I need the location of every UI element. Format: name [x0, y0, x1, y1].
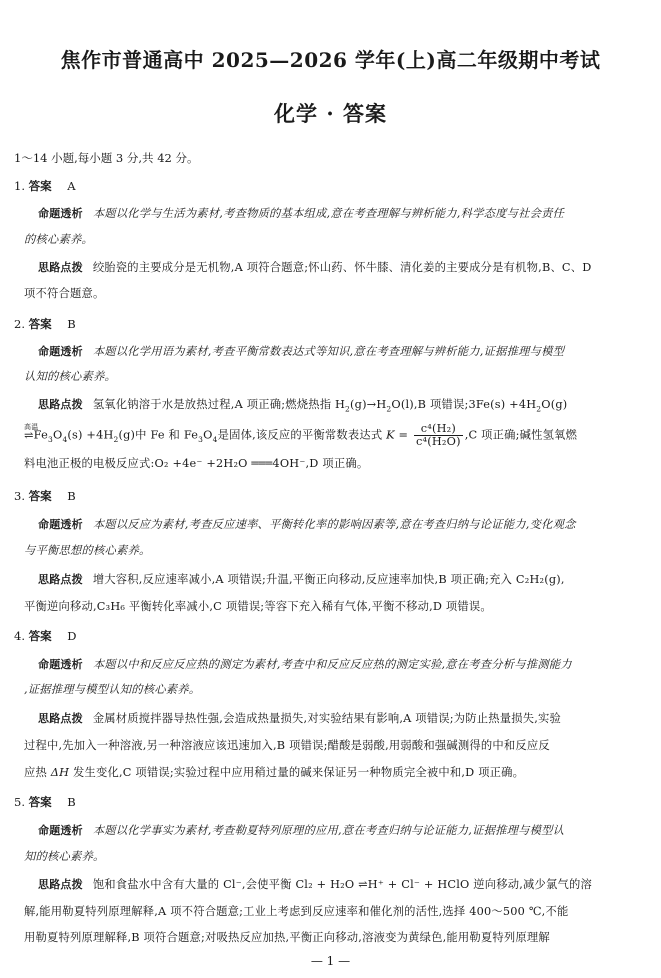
question-3-guide-cont: 平衡逆向移动,C₃H₆ 平衡转化率减小,C 项错误;等容下充入稀有气体,平衡不移动,D 项错误。 — [24, 600, 492, 613]
question-5-guide-cont2: 用勒夏特列原理解释,B 项符合题意;对吸热反应加热,平衡正向移动,溶液变为黄绿色,能用勒夏特列原理解 — [24, 931, 550, 944]
question-4-guide — [38, 710, 561, 726]
question-number: 1. — [14, 179, 25, 193]
guide-text: (g)→H — [350, 398, 387, 411]
question-5-answer — [14, 794, 76, 810]
answer-value: B — [67, 795, 76, 809]
question-number: 2. — [14, 317, 25, 331]
question-1-analysis — [38, 205, 564, 221]
question-2-guide-cont2: 料电池正极的电极反应式:O₂ +4e⁻ +2H₂O ═══4OH⁻,D 项正确。 — [24, 457, 369, 470]
question-4-answer — [14, 628, 77, 644]
answer-value: B — [67, 317, 76, 331]
guide-text: 氢氧化钠溶于水是放热过程,A 项正确;燃烧热指 H — [92, 398, 346, 411]
analysis-label: 命题透析 — [38, 824, 83, 837]
reaction-arrow: 高温 ⇌ — [24, 422, 39, 442]
guide-label: 思路点拨 — [38, 573, 83, 586]
question-4-analysis-cont: ,证据推理与模型认知的核心素养。 — [24, 683, 201, 696]
answer-label: 答案 — [28, 795, 52, 809]
question-2-answer — [14, 316, 76, 332]
answer-value: D — [67, 629, 77, 643]
question-4-analysis — [38, 656, 572, 672]
question-5-analysis — [38, 822, 564, 838]
question-2-analysis — [38, 343, 564, 359]
guide-text: Fe — [33, 428, 48, 442]
page-number: — 1 — — [310, 954, 351, 968]
guide-text: O — [203, 428, 213, 442]
enthalpy-symbol: ΔH — [50, 766, 70, 779]
guide-label: 思路点拨 — [38, 398, 83, 411]
answer-label: 答案 — [28, 317, 52, 331]
guide-text: 是固体,该反应的平衡常数表达式 — [217, 428, 383, 442]
guide-text: O(l),B 项错误;3Fe(s) +4H — [391, 398, 537, 411]
analysis-label: 命题透析 — [38, 207, 83, 220]
question-5-guide-cont: 解,能用勒夏特列原理解释,A 项不符合题意;工业上考虑到反应速率和催化剂的活性,选择 400～500 ℃,不能 — [24, 905, 569, 918]
question-4-guide-cont: 过程中,先加入一种溶液,另一种溶液应该迅速加入,B 项错误;醋酸是弱酸,用弱酸和强碱测得的中和反应反 — [24, 739, 550, 752]
analysis-text: 本题以反应为素材,考查反应速率、平衡转化率的影响因素等,意在考查归纳与论证能力,变化观念 — [92, 518, 576, 531]
answer-label: 答案 — [28, 629, 52, 643]
question-2-guide-cont: 高温 $\rightleftharpoons Fe_3O_4(s) +4H_2(g)$中 Fe 和 $Fe_3O_4$是固体,该反应的平衡常数表达式 K = $\frac{\text{c⁴(H₂)}}{\text{c⁴(H₂O)}}$ ,C 项正确;碱性氢氧燃 — [24, 422, 578, 448]
question-3-analysis-cont: 与平衡思想的核心素养。 — [24, 544, 151, 557]
guide-text: 增大容积,反应速率减小,A 项错误;升温,平衡正向移动,反应速率加快,B 项正确;充入 C₂H₂(g), — [92, 573, 565, 586]
question-3-analysis — [38, 516, 576, 532]
analysis-text: 本题以中和反应反应热的测定为素材,考查中和反应反应热的测定实验,意在考查分析与推测能力 — [92, 658, 572, 671]
analysis-text: 本题以化学与生活为素材,考查物质的基本组成,意在考查理解与辨析能力,科学态度与社会责任 — [92, 207, 565, 220]
guide-label: 思路点拨 — [38, 878, 83, 891]
guide-label: 思路点拨 — [38, 712, 83, 725]
question-4-guide-cont2 — [24, 764, 524, 780]
guide-text: (g)中 Fe 和 Fe — [118, 428, 199, 442]
guide-text: 饱和食盐水中含有大量的 Cl⁻,会使平衡 Cl₂ + H₂O ⇌H⁺ + Cl⁻ + HClO 逆向移动,减少氯气的溶 — [92, 878, 593, 891]
analysis-label: 命题透析 — [38, 658, 83, 671]
question-2-guide: 思路点拨 氢氧化钠溶于水是放热过程,A 项正确;燃烧热指 $H_2(g)\to H_2O(l),B$ 项错误;3Fe(s) $+4H_2O(g)$ — [38, 398, 568, 414]
question-1-guide-cont: 项不符合题意。 — [24, 287, 105, 300]
analysis-text: 本题以化学事实为素材,考查勒夏特列原理的应用,意在考查归纳与论证能力,证据推理与模型认 — [92, 824, 565, 837]
question-number: 5. — [14, 795, 25, 809]
guide-text: O — [52, 428, 63, 442]
guide-text: 金属材质搅拌器导热性强,会造成热量损失,对实验结果有影响,A 项错误;为防止热量损失,实验 — [92, 712, 562, 725]
question-1-answer — [14, 178, 76, 194]
question-2-analysis-cont: 认知的核心素养。 — [24, 370, 116, 383]
guide-text: O(g) — [541, 398, 568, 411]
question-1-analysis-cont: 的核心素养。 — [24, 233, 93, 246]
analysis-label: 命题透析 — [38, 345, 83, 358]
question-number: 3. — [14, 489, 25, 503]
guide-text: ,C 项正确;碱性氢氧燃 — [464, 428, 578, 442]
question-5-analysis-cont: 知的核心素养。 — [24, 850, 105, 863]
question-3-guide — [38, 571, 565, 587]
fraction-denominator: c⁴(H₂O) — [416, 435, 461, 448]
analysis-label: 命题透析 — [38, 518, 83, 531]
guide-text: (s) +4H — [67, 428, 114, 442]
scoring-intro: 1～14 小题,每小题 3 分,共 42 分。 — [14, 151, 199, 165]
question-1-guide — [38, 259, 592, 275]
guide-text: 发生变化,C 项错误;实验过程中应用稍过量的碱来保证另一种物质完全被中和,D 项正确。 — [73, 766, 525, 779]
guide-label: 思路点拨 — [38, 261, 83, 274]
analysis-text: 本题以化学用语为素材,考查平衡常数表达式等知识,意在考查理解与辨析能力,证据推理与模型 — [92, 345, 565, 358]
question-5-guide — [38, 876, 592, 892]
fraction-numerator: c⁴(H₂) — [414, 423, 463, 436]
equilibrium-expression — [414, 423, 463, 448]
question-3-answer — [14, 488, 76, 504]
question-number: 4. — [14, 629, 25, 643]
exam-title: 焦作市普通高中 2025—2026 学年(上)高二年级期中考试 — [60, 48, 601, 72]
answer-label: 答案 — [28, 489, 52, 503]
guide-text: 绞胎瓷的主要成分是无机物,A 项符合题意;怀山药、怀牛膝、清化姜的主要成分是有机物,B、C、D — [92, 261, 592, 274]
exam-subtitle: 化学 · 答案 — [274, 101, 387, 126]
reaction-condition: 高温 — [24, 422, 39, 431]
guide-text: 应热 — [24, 766, 47, 779]
answer-value: B — [67, 489, 76, 503]
equilibrium-constant-symbol: K — [386, 428, 395, 442]
answer-value: A — [67, 179, 76, 193]
answer-label: 答案 — [28, 179, 52, 193]
